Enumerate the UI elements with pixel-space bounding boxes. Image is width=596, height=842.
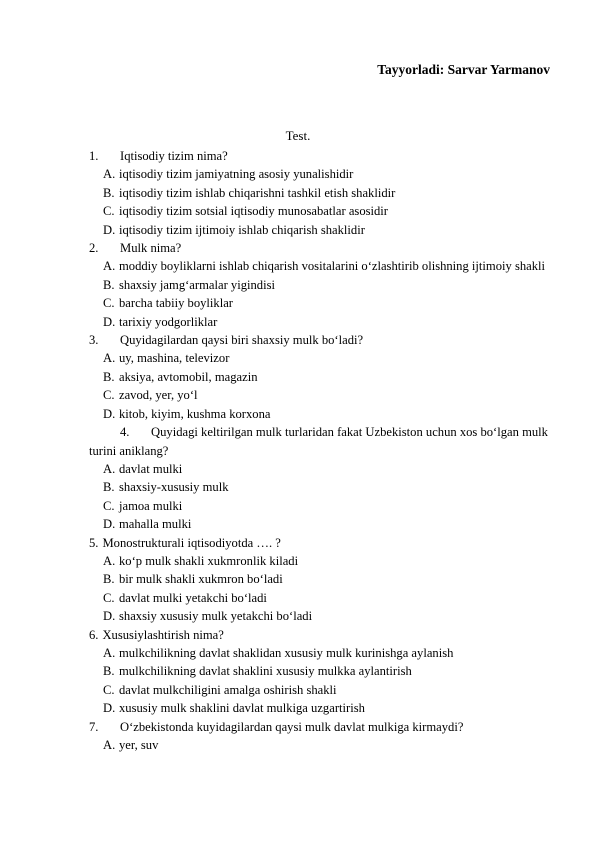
question-block bbox=[89, 534, 559, 626]
option-letter: C. bbox=[103, 590, 115, 605]
question bbox=[89, 718, 559, 736]
option-text: ko‘p mulk shakli xukmronlik kiladi bbox=[119, 553, 299, 568]
answer-option bbox=[89, 699, 559, 717]
answer-option bbox=[89, 552, 559, 570]
option-text: mahalla mulki bbox=[119, 517, 192, 532]
test-title: Test. bbox=[285, 128, 311, 143]
answer-option bbox=[89, 460, 559, 478]
answer-option bbox=[89, 405, 559, 423]
option-letter: A. bbox=[103, 351, 116, 366]
option-letter: A. bbox=[103, 259, 116, 274]
option-letter: B. bbox=[103, 664, 115, 679]
question-number: 2. bbox=[89, 241, 99, 256]
question-text: Mulk nima? bbox=[120, 241, 182, 256]
answer-option bbox=[89, 294, 559, 312]
option-text: iqtisodiy tizim ishlab chiqarishni tashkil etish shaklidir bbox=[119, 185, 396, 200]
option-letter: D. bbox=[103, 517, 116, 532]
option-text: davlat mulki bbox=[119, 461, 183, 476]
answer-option bbox=[89, 221, 559, 239]
question-number: 6. bbox=[89, 627, 99, 642]
option-letter: B. bbox=[103, 277, 115, 292]
option-text: moddiy boyliklarni ishlab chiqarish vositalarini o‘zlashtirib olishning ijtimoiy shakli bbox=[119, 259, 546, 274]
option-text: yer, suv bbox=[119, 738, 159, 752]
option-text: barcha tabiiy boyliklar bbox=[119, 296, 234, 311]
question-text: Quyidagi keltirilgan mulk turlaridan fakat Uzbekiston uchun xos bo‘lgan mulk turini aniklang? bbox=[89, 425, 548, 458]
option-text: davlat mulki yetakchi bo‘ladi bbox=[119, 590, 267, 605]
test-questions bbox=[89, 147, 559, 754]
question-number: 4. bbox=[120, 425, 130, 440]
option-text: aksiya, avtomobil, magazin bbox=[119, 369, 258, 384]
answer-option bbox=[89, 184, 559, 202]
question-text: O‘zbekistonda kuyidagilardan qaysi mulk davlat mulkiga kirmaydi? bbox=[120, 719, 464, 734]
question-block bbox=[89, 147, 559, 239]
answer-option bbox=[89, 607, 559, 625]
question bbox=[89, 626, 559, 644]
question bbox=[89, 239, 559, 257]
option-text: davlat mulkchiligini amalga oshirish shakli bbox=[119, 682, 337, 697]
answer-option bbox=[89, 257, 559, 275]
question-number: 1. bbox=[89, 149, 99, 163]
option-text: mulkchilikning davlat shaklini xususiy mulkka aylantirish bbox=[119, 664, 412, 679]
option-letter: C. bbox=[103, 388, 115, 403]
question-text: Xususiylashtirish nima? bbox=[102, 627, 224, 642]
answer-option bbox=[89, 681, 559, 699]
question bbox=[89, 147, 559, 165]
option-letter: C. bbox=[103, 682, 115, 697]
answer-option bbox=[89, 736, 559, 754]
answer-option bbox=[89, 662, 559, 680]
answer-option bbox=[89, 570, 559, 588]
option-letter: A. bbox=[103, 738, 116, 752]
question-block bbox=[89, 626, 559, 718]
option-text: shaxsiy jamg‘armalar yigindisi bbox=[119, 277, 275, 292]
question-number: 7. bbox=[89, 719, 99, 734]
question bbox=[89, 534, 559, 552]
answer-option bbox=[89, 386, 559, 404]
question-block bbox=[89, 239, 559, 331]
answer-option bbox=[89, 368, 559, 386]
answer-option bbox=[89, 497, 559, 515]
answer-option bbox=[89, 589, 559, 607]
question-text: Iqtisodiy tizim nima? bbox=[120, 149, 228, 163]
option-letter: D. bbox=[103, 222, 116, 237]
answer-option bbox=[89, 165, 559, 183]
option-letter: B. bbox=[103, 572, 115, 587]
option-letter: A. bbox=[103, 461, 116, 476]
option-letter: A. bbox=[103, 553, 116, 568]
option-letter: D. bbox=[103, 314, 116, 329]
option-letter: D. bbox=[103, 406, 116, 421]
question-number: 5. bbox=[89, 535, 99, 550]
question-block bbox=[89, 718, 559, 755]
option-letter: C. bbox=[103, 296, 115, 311]
option-letter: D. bbox=[103, 609, 116, 624]
option-text: shaxsiy-xususiy mulk bbox=[119, 480, 229, 495]
option-letter: B. bbox=[103, 480, 115, 495]
answer-option bbox=[89, 644, 559, 662]
question bbox=[89, 331, 559, 349]
answer-option bbox=[89, 515, 559, 533]
answer-option bbox=[89, 313, 559, 331]
option-letter: C. bbox=[103, 204, 115, 219]
option-text: iqtisodiy tizim jamiyatning asosiy yunalishidir bbox=[119, 167, 354, 182]
answer-option bbox=[89, 202, 559, 220]
option-letter: A. bbox=[103, 167, 116, 182]
option-text: iqtisodiy tizim ijtimoiy ishlab chiqarish shaklidir bbox=[119, 222, 365, 237]
question-block bbox=[89, 423, 559, 533]
question-text: Quyidagilardan qaysi biri shaxsiy mulk bo‘ladi? bbox=[120, 333, 364, 348]
option-text: shaxsiy xususiy mulk yetakchi bo‘ladi bbox=[119, 609, 313, 624]
option-text: tarixiy yodgorliklar bbox=[119, 314, 218, 329]
option-text: iqtisodiy tizim sotsial iqtisodiy munosabatlar asosidir bbox=[119, 204, 389, 219]
option-letter: B. bbox=[103, 185, 115, 200]
option-letter: C. bbox=[103, 498, 115, 513]
answer-option bbox=[89, 478, 559, 496]
option-text: xususiy mulk shaklini davlat mulkiga uzgartirish bbox=[119, 701, 365, 716]
option-text: uy, mashina, televizor bbox=[119, 351, 230, 366]
option-letter: B. bbox=[103, 369, 115, 384]
question-block bbox=[89, 331, 559, 423]
option-letter: D. bbox=[103, 701, 116, 716]
option-text: jamoa mulki bbox=[119, 498, 183, 513]
option-letter: A. bbox=[103, 645, 116, 660]
question-number: 3. bbox=[89, 333, 99, 348]
answer-option bbox=[89, 349, 559, 367]
question bbox=[89, 423, 559, 460]
option-text: bir mulk shakli xukmron bo‘ladi bbox=[119, 572, 283, 587]
answer-option bbox=[89, 276, 559, 294]
author-line: Tayyorladi: Sarvar Yarmanov bbox=[377, 62, 550, 77]
option-text: kitob, kiyim, kushma korxona bbox=[119, 406, 271, 421]
question-text: Monostrukturali iqtisodiyotda …. ? bbox=[102, 535, 281, 550]
option-text: zavod, yer, yo‘l bbox=[119, 388, 198, 403]
option-text: mulkchilikning davlat shaklidan xususiy mulk kurinishga aylanish bbox=[119, 645, 454, 660]
